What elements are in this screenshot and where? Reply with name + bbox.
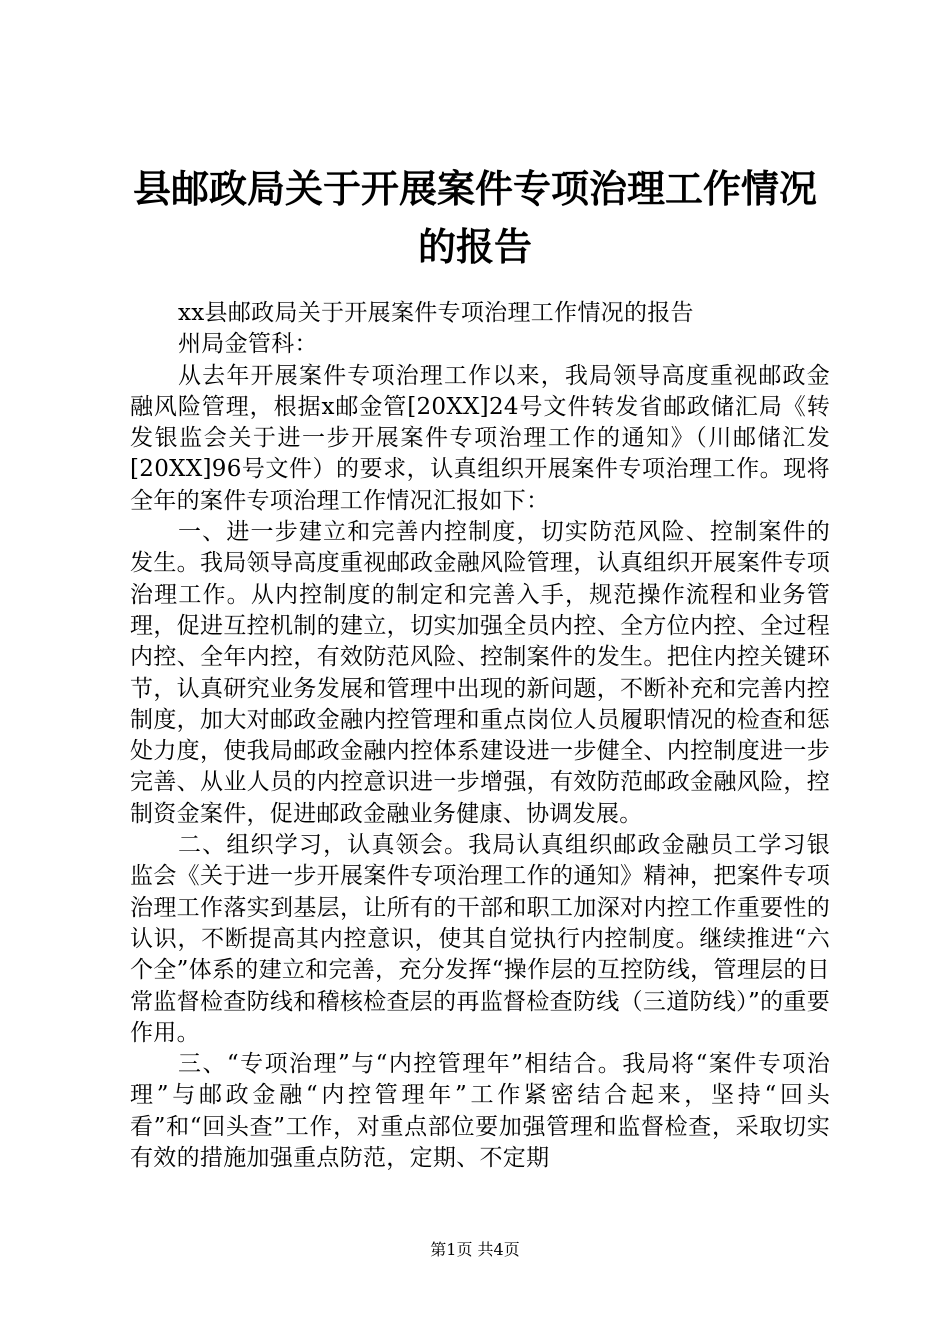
report-subtitle-line: xx县邮政局关于开展案件专项治理工作情况的报告 <box>178 300 694 326</box>
document-title: 县邮政局关于开展案件专项治理工作情况的报告 <box>132 167 817 269</box>
paragraph-section-one: 一、进一步建立和完善内控制度，切实防范风险、控制案件的发生。我局领导高度重视邮政金融风险管理，认真组织开展案件专项治理工作。从内控制度的制定和完善入手，规范操作流程和业务管理，促进互控机制的建立，切实加强全员内控、全方位内控、全过程内控、全年内控，有效防范风险、控制案件的发生。把住内控关键环节，认真研究业务发展和管理中出现的新问题，不断补充和完善内控制度，加大对邮政金融内控管理和重点岗位人员履职情况的检查和惩处力度，使我局邮政金融内控体系建设进一步健全、内控制度进一步完善、从业人员的内控意识进一步增强，有效防范邮政金融风险，控制资金案件，促进邮政金融业务健康、协调发展。 <box>130 519 830 827</box>
paragraph-section-two: 二、组织学习，认真领会。我局认真组织邮政金融员工学习银监会《关于进一步开展案件专项治理工作的通知》精神，把案件专项治理工作落实到基层，让所有的干部和职工加深对内控工作重要性的认识，不断提高其内控意识，使其自觉执行内控制度。继续推进“六个全”体系的建立和完善，充分发挥“操作层的互控防线，管理层的日常监督检查防线和稽核检查层的再监督检查防线（三道防线）”的重要作用。 <box>130 832 830 1046</box>
addressee-line: 州局金管科： <box>178 331 318 358</box>
page-number-footer: 第1页 共4页 <box>430 1240 520 1259</box>
paragraph-intro: 从去年开展案件专项治理工作以来，我局领导高度重视邮政金融风险管理，根据x邮金管[20XX]24号文件转发省邮政储汇局《转发银监会关于进一步开展案件专项治理工作的通知》（川邮储汇发[20XX]96号文件）的要求，认真组织开展案件专项治理工作。现将全年的案件专项治理工作情况汇报如下： <box>130 362 830 514</box>
paragraph-section-three: 三、“专项治理”与“内控管理年”相结合。我局将“案件专项治理”与邮政金融“内控管理年”工作紧密结合起来，坚持“回头看”和“回头查”工作，对重点部位要加强管理和监督检查，采取切实有效的措施加强重点防范，定期、不定期 <box>130 1051 830 1172</box>
document-body <box>130 298 830 1174</box>
